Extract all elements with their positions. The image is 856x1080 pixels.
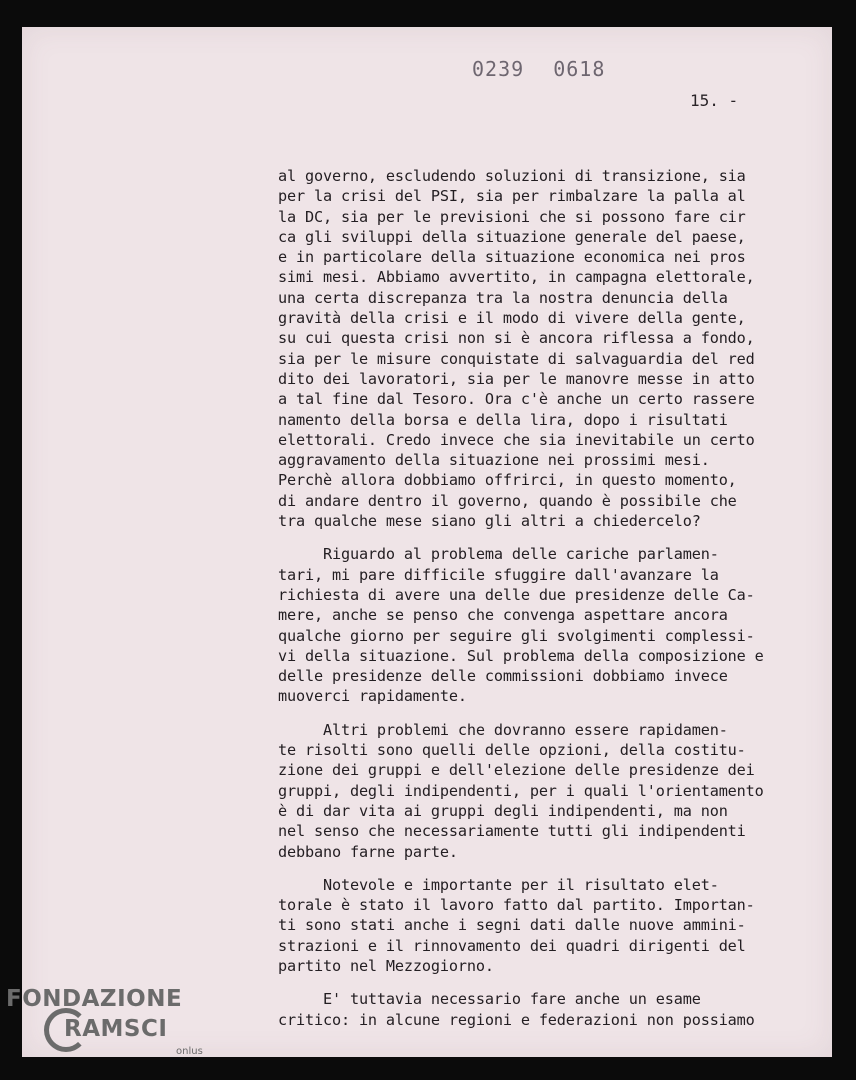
text-line: critico: in alcune regioni e federazioni non possiamo xyxy=(278,1010,755,1029)
text-line: ca gli sviluppi della situazione generale del paese, xyxy=(278,227,746,246)
text-line: la DC, sia per le previsioni che si possono fare cir xyxy=(278,207,746,226)
page-number: 15. - xyxy=(690,91,739,110)
text-line: per la crisi del PSI, sia per rimbalzare la palla al xyxy=(278,187,746,206)
text-line: debbano farne parte. xyxy=(278,842,458,861)
text-line: partito nel Mezzogiorno. xyxy=(278,956,494,975)
text-line: Perchè allora dobbiamo offrirci, in questo momento, xyxy=(278,471,737,490)
text-line: dito dei lavoratori, sia per le manovre messe in atto xyxy=(278,369,755,388)
text-line: torale è stato il lavoro fatto dal partito. Importan- xyxy=(278,896,755,915)
text-line: muoverci rapidamente. xyxy=(278,687,467,706)
text-line: te risolti sono quelli delle opzioni, della costitu- xyxy=(278,741,746,760)
paragraph-1 xyxy=(278,166,838,531)
text-line: su cui questa crisi non si è ancora riflessa a fondo, xyxy=(278,329,755,348)
text-line: zione dei gruppi e dell'elezione delle presidenze dei xyxy=(278,761,755,780)
text-line: elettorali. Credo invece che sia inevitabile un certo xyxy=(278,430,755,449)
paragraph-2 xyxy=(278,544,838,706)
paragraph-4 xyxy=(278,875,838,976)
text-line: mere, anche se penso che convenga aspettare ancora xyxy=(278,606,728,625)
text-line: namento della borsa e della lira, dopo i risultati xyxy=(278,410,728,429)
text-line: e in particolare della situazione economica nei pros xyxy=(278,248,746,267)
text-line: richiesta di avere una delle due presidenze delle Ca- xyxy=(278,585,755,604)
text-line: aggravamento della situazione nei prossimi mesi. xyxy=(278,451,710,470)
typed-text xyxy=(278,166,838,1030)
watermark-line-2: RAMSCI xyxy=(64,1016,168,1042)
text-line: sia per le misure conquistate di salvaguardia del red xyxy=(278,349,755,368)
text-line: gruppi, degli indipendenti, per i quali l'orientamento xyxy=(278,781,764,800)
text-line: Riguardo al problema delle cariche parlamen- xyxy=(278,545,719,564)
archive-stamp: 0239 0618 xyxy=(472,57,606,81)
text-line: Notevole e importante per il risultato elet- xyxy=(278,875,719,894)
watermark-line-1: FONDAZIONE xyxy=(6,986,183,1012)
text-line: vi della situazione. Sul problema della composizione e xyxy=(278,646,764,665)
text-line: Altri problemi che dovranno essere rapidamen- xyxy=(278,720,728,739)
text-line: nel senso che necessariamente tutti gli indipendenti xyxy=(278,822,746,841)
text-line: al governo, escludendo soluzioni di transizione, sia xyxy=(278,167,746,185)
document-page xyxy=(22,27,832,1057)
text-line: tra qualche mese siano gli altri a chiedercelo? xyxy=(278,512,701,531)
text-line: simi mesi. Abbiamo avvertito, in campagna elettorale, xyxy=(278,268,755,287)
text-line: E' tuttavia necessario fare anche un esame xyxy=(278,990,701,1009)
watermark-suffix: onlus xyxy=(176,1046,203,1057)
text-line: gravità della crisi e il modo di vivere della gente, xyxy=(278,309,746,328)
text-line: a tal fine dal Tesoro. Ora c'è anche un certo rassere xyxy=(278,390,755,409)
text-line: delle presidenze delle commissioni dobbiamo invece xyxy=(278,667,728,686)
paragraph-3 xyxy=(278,720,838,862)
text-line: è di dar vita ai gruppi degli indipendenti, ma non xyxy=(278,801,728,820)
text-line: di andare dentro il governo, quando è possibile che xyxy=(278,491,737,510)
text-line: ti sono stati anche i segni dati dalle nuove ammini- xyxy=(278,916,746,935)
paragraph-5 xyxy=(278,989,838,1030)
text-line: qualche giorno per seguire gli svolgimenti complessi- xyxy=(278,626,755,645)
text-line: strazioni e il rinnovamento dei quadri dirigenti del xyxy=(278,936,746,955)
text-line: tari, mi pare difficile sfuggire dall'avanzare la xyxy=(278,565,719,584)
text-line: una certa discrepanza tra la nostra denuncia della xyxy=(278,288,728,307)
